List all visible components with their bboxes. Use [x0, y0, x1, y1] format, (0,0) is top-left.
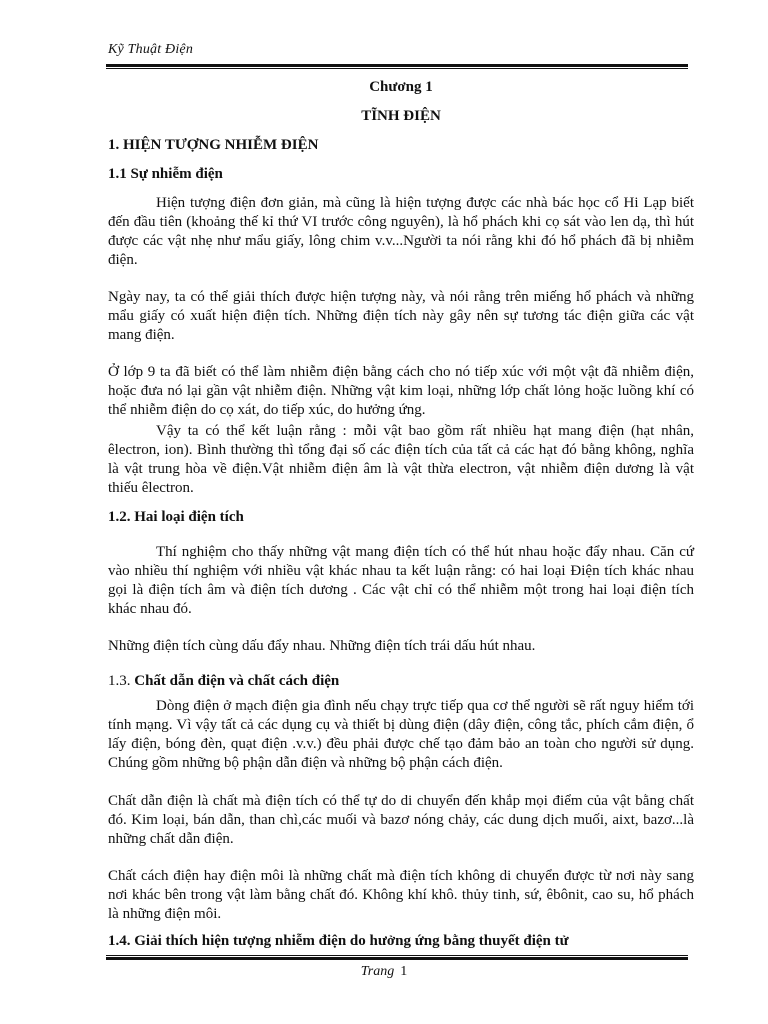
section-heading-1: 1. HIỆN TƯỢNG NHIỄM ĐIỆN	[108, 137, 319, 153]
paragraph: Ngày nay, ta có thể giải thích được hiện tượng này, và nói rằng trên miếng hổ phách và những mẩu giấy có xuất hiện điện tích. Những điện tích này gây nên sự tương tác điện giữa các vật mang điện.	[108, 289, 694, 343]
subsection-heading-1-1: 1.1 Sự nhiễm điện	[108, 166, 223, 182]
paragraph: Dòng điện ở mạch điện gia đình nếu chạy trực tiếp qua cơ thể người sẽ rất nguy hiểm tới tính mạng. Vì vậy tất cả các dụng cụ và thiết bị dùng điện (dây điện, công tắc, phích cắm điện, ổ lấy điện, bóng đèn, quạt điện .v.v.) đều phải được chế tạo đảm bảo an toàn cho người sử dụng. Chúng gồm những bộ phận dẫn điện và những bộ phận cách điện.	[108, 698, 694, 771]
chapter-title: TĨNH ĐIỆN	[361, 108, 441, 124]
paragraph: Thí nghiệm cho thấy những vật mang điện tích có thể hút nhau hoặc đẩy nhau. Căn cứ vào nhiều thí nghiệm với nhiều vật khác nhau ta kết luận rằng: có hai loại Điện tích khác nhau gọi là điện tích âm và điện tích dương . Các vật chỉ có thể nhiễm một trong hai loại điện tích khác nhau đó.	[108, 544, 694, 617]
subsection-heading-1-4: 1.4. Giải thích hiện tượng nhiễm điện do hưởng ứng bằng thuyết điện tử	[108, 933, 569, 949]
subsection-heading-1-3	[108, 672, 694, 691]
document-body	[108, 74, 694, 951]
page-number: 1	[400, 964, 408, 979]
paragraph: Chất cách điện hay điện môi là những chất mà điện tích không di chuyển được từ nơi này sang nơi khác bên trong vật làm bằng chất đó. Không khí khô. thủy tinh, sứ, êbônit, cao su, hổ phách là những điện môi.	[108, 868, 694, 922]
chapter-number: Chương 1	[369, 79, 433, 95]
paragraph: Hiện tượng điện đơn giản, mà cũng là hiện tượng được các nhà bác học cổ Hi Lạp biết đến đầu tiên (khoảng thế kỉ thứ VI trước công nguyên), là hổ phách khi cọ sát vào len dạ, thì hút được các vật nhẹ như mẩu giấy, lông chim v.v...Người ta nói rằng khi đó hổ phách đã bị nhiễm điện.	[108, 195, 694, 268]
footer-rule	[106, 955, 688, 960]
paragraph: Những điện tích cùng dấu đẩy nhau. Những điện tích trái dấu hút nhau.	[108, 638, 536, 654]
running-header: Kỹ Thuật Điện	[108, 42, 194, 57]
paragraph: Chất dẫn điện là chất mà điện tích có thể tự do di chuyển đến khắp mọi điểm của vật bằng chất đó. Kim loại, bán dẫn, than chì,các muối và bazơ nóng chảy, các dung dịch muối, aixt, bazơ...là những chất dẫn điện.	[108, 793, 694, 847]
footer-label: Trang	[360, 964, 395, 979]
paragraph: Ở lớp 9 ta đã biết có thể làm nhiễm điện bằng cách cho nó tiếp xúc với một vật đã nhiễm điện, hoặc đưa nó lại gần vật nhiễm điện. Những vật kim loại, những lớp chất lỏng hoặc luồng khí có thể nhiễm điện do cọ xát, do tiếp xúc, do hưởng ứng.	[108, 364, 694, 418]
header-rule	[106, 64, 688, 69]
subsection-number: 1.3.	[108, 673, 131, 689]
page-footer	[0, 964, 768, 980]
subsection-heading-1-2: 1.2. Hai loại điện tích	[108, 509, 244, 525]
subsection-title: Chất dẫn điện và chất cách điện	[130, 673, 340, 689]
paragraph: Vậy ta có thể kết luận rằng : mỗi vật bao gồm rất nhiều hạt mang điện (hạt nhân, êlectron, ion). Bình thường thì tổng đại số các điện tích của tất cả các hạt đó bằng không, nghĩa là vật trung hòa về điện.Vật nhiễm điện âm là vật thừa electron, vật nhiễm điện dương là vật thiếu êlectron.	[108, 423, 694, 496]
